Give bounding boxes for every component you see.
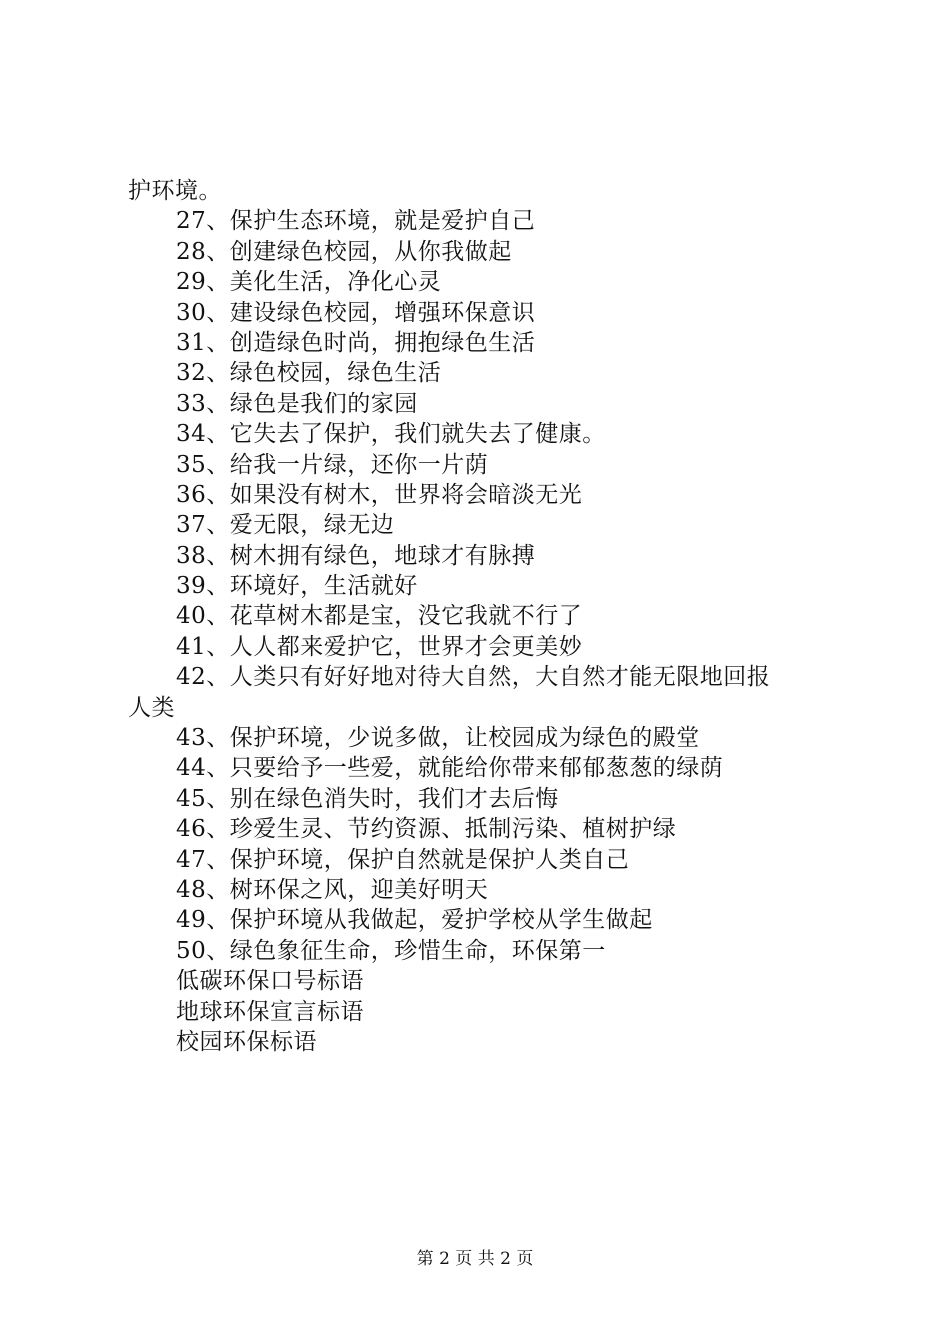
slogan-item: 36、如果没有树木，世界将会暗淡无光 — [176, 481, 583, 508]
slogan-item: 50、绿色象征生命，珍惜生命，环保第一 — [176, 937, 606, 964]
slogan-item: 47、保护环境，保护自然就是保护人类自己 — [176, 846, 630, 873]
slogan-item: 42、人类只有好好地对待大自然，大自然才能无限地回报 — [176, 664, 771, 691]
slogan-item: 45、别在绿色消失时，我们才去后悔 — [176, 785, 559, 812]
slogan-item: 44、只要给予一些爱，就能给你带来郁郁葱葱的绿荫 — [176, 755, 724, 782]
slogan-item: 35、给我一片绿，还你一片荫 — [176, 451, 489, 478]
slogan-item: 29、美化生活，净化心灵 — [176, 269, 442, 296]
related-title: 地球环保宣言标语 — [176, 998, 364, 1025]
slogan-item: 46、珍爱生灵、节约资源、抵制污染、植树护绿 — [176, 816, 677, 843]
slogan-item: 49、保护环境从我做起，爱护学校从学生做起 — [176, 907, 653, 934]
slogan-item: 37、爱无限，绿无边 — [176, 512, 395, 539]
slogan-item: 38、树木拥有绿色，地球才有脉搏 — [176, 542, 536, 569]
slogan-item: 39、环境好，生活就好 — [176, 573, 418, 600]
slogan-item: 32、绿色校园，绿色生活 — [176, 360, 442, 387]
related-title: 低碳环保口号标语 — [176, 968, 364, 995]
slogan-item: 30、建设绿色校园，增强环保意识 — [176, 299, 536, 326]
document-body — [128, 176, 848, 1057]
slogan-item: 33、绿色是我们的家园 — [176, 390, 418, 417]
slogan-item: 28、创建绿色校园，从你我做起 — [176, 238, 512, 265]
page-number-footer: 第 2 页 共 2 页 — [416, 1249, 534, 1269]
slogan-item: 40、花草树木都是宝，没它我就不行了 — [176, 603, 583, 630]
slogan-item: 34、它失去了保护，我们就失去了健康。 — [176, 421, 606, 448]
slogan-item-continuation: 人类 — [128, 694, 175, 721]
slogan-item: 27、保护生态环境，就是爱护自己 — [176, 208, 536, 235]
slogan-item: 41、人人都来爱护它，世界才会更美妙 — [176, 633, 583, 660]
related-title: 校园环保标语 — [176, 1028, 317, 1055]
slogan-item: 48、树环保之风，迎美好明天 — [176, 876, 489, 903]
text-line: 护环境。 — [128, 178, 222, 204]
slogan-item: 43、保护环境，少说多做，让校园成为绿色的殿堂 — [176, 725, 700, 752]
slogan-item: 31、创造绿色时尚，拥抱绿色生活 — [176, 329, 536, 356]
